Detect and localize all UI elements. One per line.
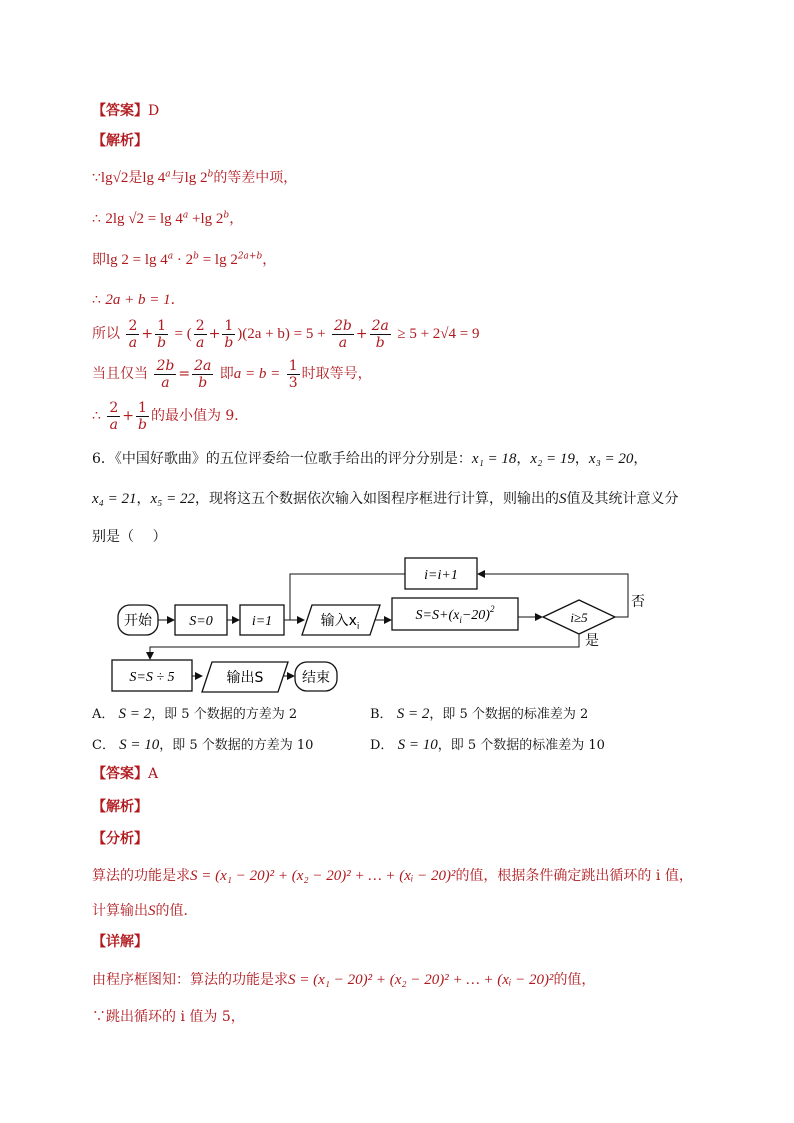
solution-line-5: 所以 $\frac{2}{a}$ + $\frac{1}{b}$ = ( $\frac{2}{a}$ + $\frac{1}{b}$ )(2a + b) = 5 + $\frac{2b}{a}$ + $\frac{2a}{b}$ ≥ 5 + 2√4 = 9 xyxy=(92,317,480,351)
answer-value: D xyxy=(148,103,160,119)
fenxi-text-2: 计算输出S的值． xyxy=(92,903,198,919)
svg-text:开始: 开始 xyxy=(124,613,152,629)
svg-text:S=0: S=0 xyxy=(189,614,213,629)
answer-tag: 【答案】 xyxy=(92,103,148,119)
solution-line-3: 即$\lg 2 = \lg 4^a \cdot 2^b = \lg 2^{2a+b}$， xyxy=(92,251,277,268)
fenxi-text-1: 算法的功能是求S = (x₁ − 20)² + (x₂ − 20)² + … + (xᵢ − 20)²的值，根据条件确定跳出循环的 i 值， xyxy=(92,868,693,884)
solution-line-6: 当且仅当 $\frac{2b}{a}$ = $\frac{2a}{b}$ 即a = b = $\frac{1}{3}$ 时取等号， xyxy=(92,357,372,391)
svg-text:i=1: i=1 xyxy=(251,614,273,629)
option-a: A． S = 2，即 5 个数据的方差为 2 xyxy=(92,706,298,722)
svg-text:结束: 结束 xyxy=(302,670,330,686)
option-d: D． S = 10，即 5 个数据的标准差为 10 xyxy=(370,737,605,753)
svg-text:i=i+1: i=i+1 xyxy=(424,568,458,583)
option-b: B． S = 2，即 5 个数据的标准差为 2 xyxy=(370,706,589,722)
option-c: C． S = 10，即 5 个数据的方差为 10 xyxy=(92,737,314,753)
question-6-line-2: x₄ = 21，x₅ = 22，现将这五个数据依次输入如图程序框进行计算，则输出的S值及其统计意义分 xyxy=(92,491,679,507)
flowchart xyxy=(100,552,680,700)
question-6-line-1: 6．《中国好歌曲》的五位评委给一位歌手给出的评分分别是：x₁ = 18，x₂ = 19，x₃ = 20， xyxy=(92,451,648,467)
fenxi-heading: 【分析】 xyxy=(92,831,148,847)
svg-text:输入xi: 输入$x_i$ xyxy=(320,613,360,632)
solution-line-1: ∵lg√2是lg 4$^a$与lg 2$^b$的等差中项， xyxy=(92,169,298,186)
answer-line-2: 【答案】A xyxy=(92,766,159,782)
svg-text:输出S: 输出S xyxy=(226,670,264,686)
svg-text:S=S+(xi−20)2: $S=S+(x_i-20)^2$ xyxy=(415,604,495,625)
xiangjie-text: 由程序框图知：算法的功能是求S = (x₁ − 20)² + (x₂ − 20)² + … + (xᵢ − 20)²的值， xyxy=(92,972,596,988)
svg-text:S=S ÷ 5: S=S ÷ 5 xyxy=(129,670,175,685)
svg-text:i≥5: i≥5 xyxy=(570,610,588,625)
answer-line-1 xyxy=(92,101,159,121)
svg-text:是: 是 xyxy=(585,633,599,649)
xiangjie-heading: 【详解】 xyxy=(92,934,148,950)
analysis-heading-2: 【解析】 xyxy=(92,799,148,815)
svg-text:否: 否 xyxy=(631,594,645,610)
analysis-heading-1: 【解析】 xyxy=(92,133,148,149)
question-6-line-3: 别是（ ） xyxy=(92,529,167,545)
solution-line-7: ∴ $\frac{2}{a}$ + $\frac{1}{b}$ 的最小值为 9． xyxy=(92,399,249,433)
solution-line-4: ∴ 2a + b = 1． xyxy=(92,292,185,308)
last-line: ∵跳出循环的 i 值为 5， xyxy=(92,1009,245,1025)
solution-line-2: ∴ 2lg $√2 = \lg 4^a +\lg$ 2$^b$， xyxy=(92,210,244,227)
